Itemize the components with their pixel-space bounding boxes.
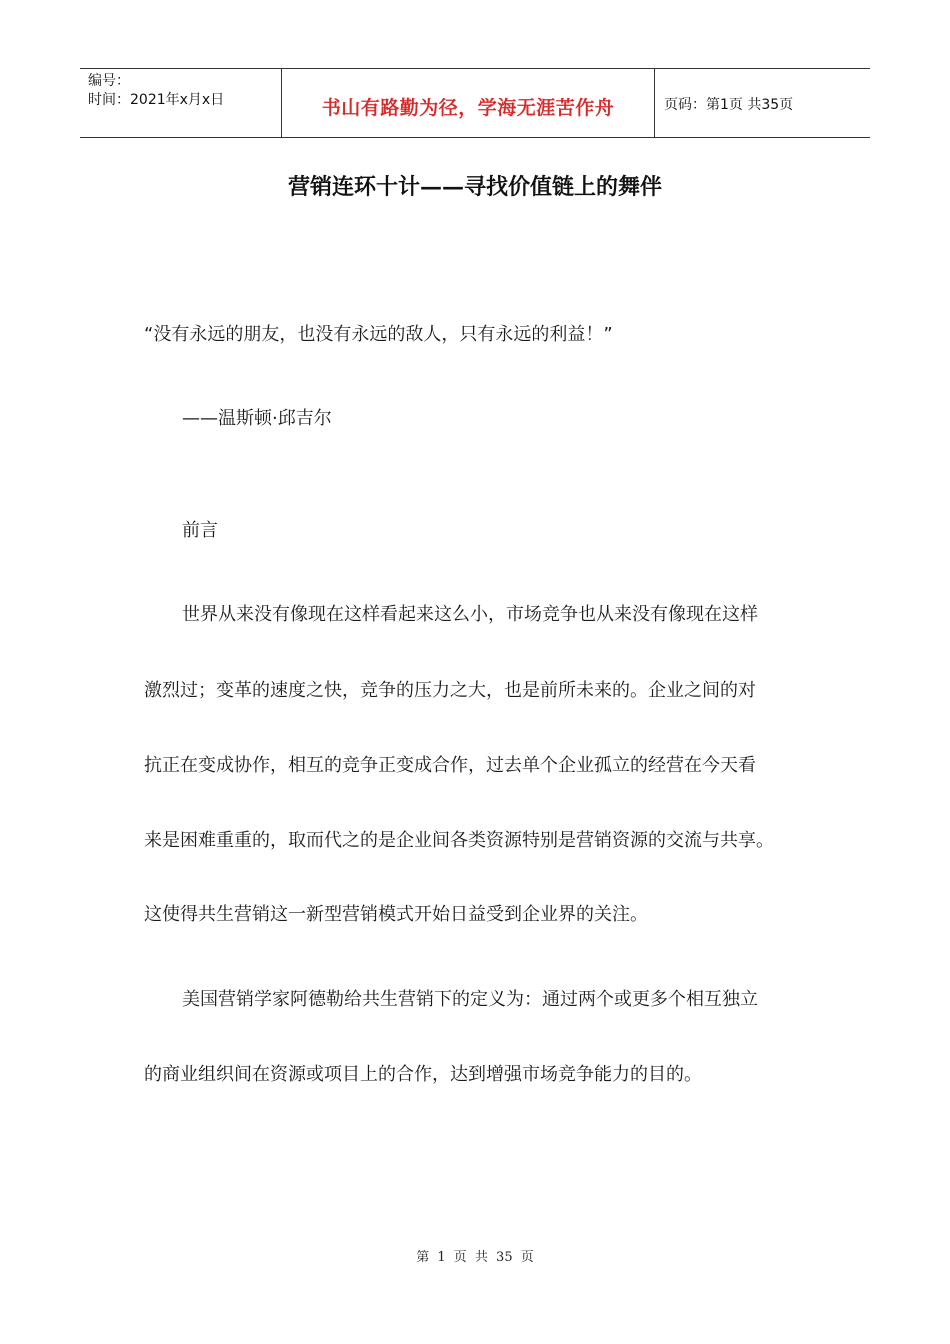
number-label: 编号： — [88, 73, 130, 89]
quote-author: ——温斯顿·邱吉尔 — [182, 408, 332, 429]
paragraph-line: 世界从来没有像现在这样看起来这么小，市场竞争也从来没有像现在这样 — [182, 604, 758, 625]
date-label: 时间：2021年x月x日 — [88, 92, 225, 108]
paragraph-line: 抗正在变成协作，相互的竞争正变成合作，过去单个企业孤立的经营在今天看 — [144, 755, 756, 776]
header-divider — [654, 69, 655, 137]
quote-text: “没有永远的朋友，也没有永远的敌人，只有永远的利益！” — [144, 324, 613, 345]
header-page-info: 页码：第1页 共35页 — [664, 97, 794, 113]
page-header — [80, 68, 870, 138]
page-footer: 第 1 页 共 35 页 — [416, 1250, 534, 1265]
header-motto: 书山有路勤为径，学海无涯苦作舟 — [321, 97, 615, 119]
paragraph-line: 的商业组织间在资源或项目上的合作，达到增强市场竞争能力的目的。 — [144, 1064, 702, 1085]
paragraph-line: 来是困难重重的，取而代之的是企业间各类资源特别是营销资源的交流与共享。 — [144, 830, 774, 851]
paragraph-line: 美国营销学家阿德勒给共生营销下的定义为：通过两个或更多个相互独立 — [182, 989, 758, 1010]
paragraph-line: 激烈过；变革的速度之快，竞争的压力之大，也是前所未来的。企业之间的对 — [144, 680, 756, 701]
document-title: 营销连环十计——寻找价值链上的舞伴 — [287, 174, 662, 200]
section-heading: 前言 — [182, 520, 218, 541]
header-meta — [88, 72, 224, 110]
paragraph-line: 这使得共生营销这一新型营销模式开始日益受到企业界的关注。 — [144, 904, 648, 925]
